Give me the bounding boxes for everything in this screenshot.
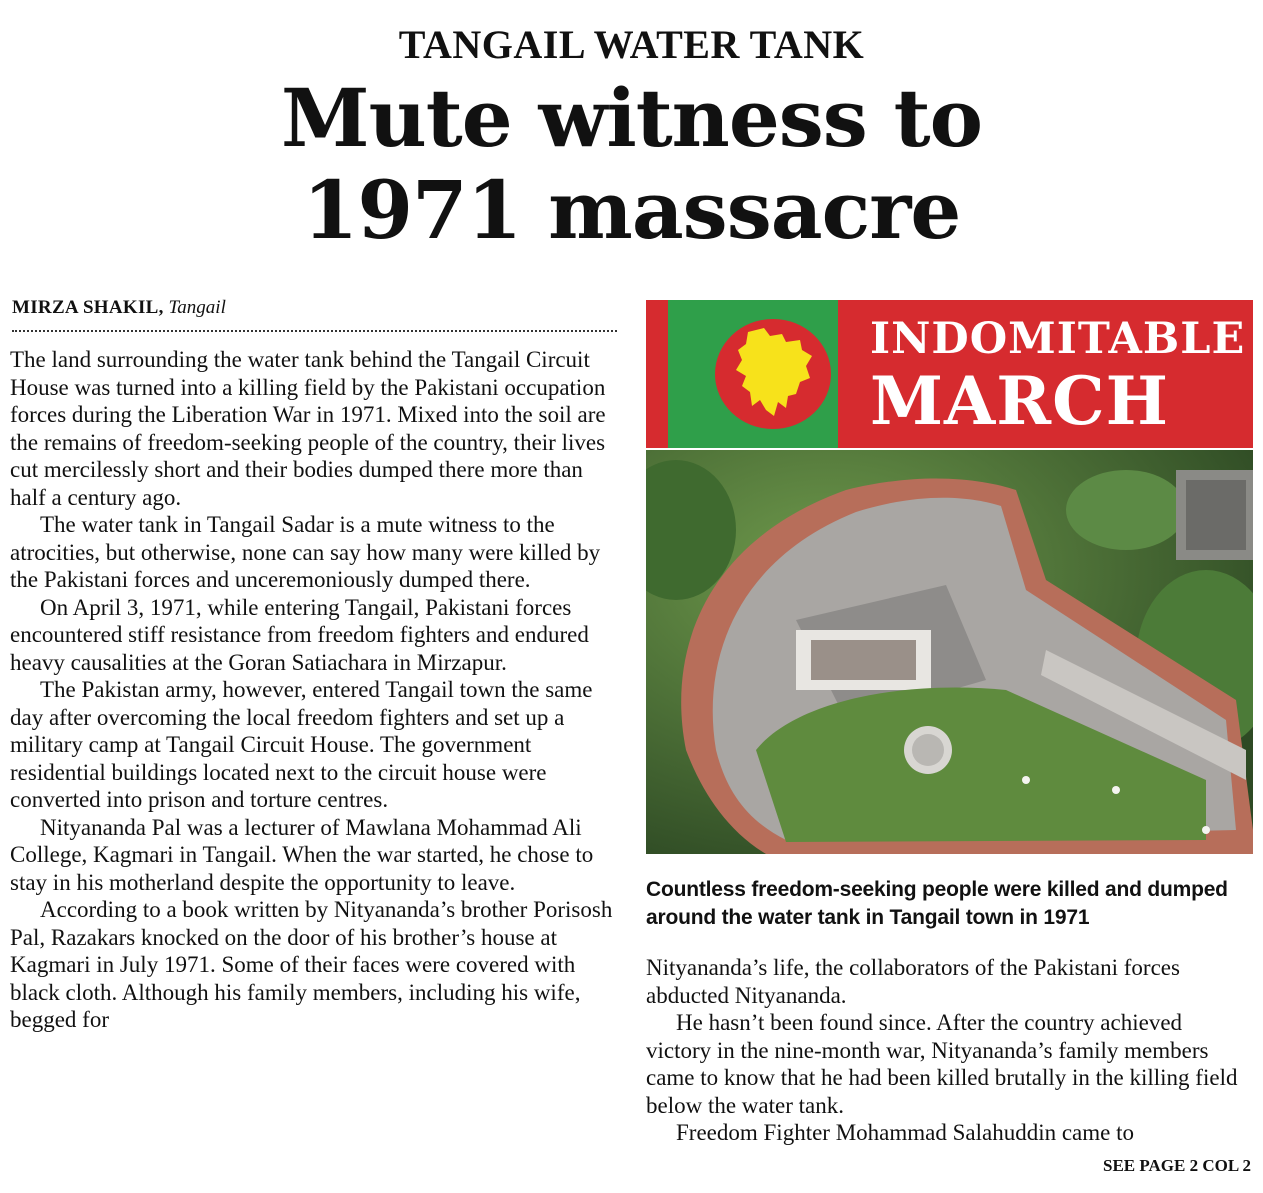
banner-title-line-2: MARCH [870, 362, 1170, 440]
article-right-column [646, 954, 1246, 1147]
paragraph: The Pakistan army, however, entered Tangail town the same day after overcoming the local freedom fighters and set up a military camp at Tangail Circuit House. The government residential buildings located next to the circuit house were converted into prison and torture centres. [10, 677, 593, 812]
continuation-note: SEE PAGE 2 COL 2 [1103, 1156, 1251, 1175]
byline-author: MIRZA SHAKIL, [12, 297, 164, 318]
paragraph: Nityananda Pal was a lecturer of Mawlana Mohammad Ali College, Kagmari in Tangail. When the war started, he chose to stay in his motherland despite the opportunity to leave. [10, 814, 594, 895]
byline [12, 296, 617, 320]
paragraph: According to a book written by Nityananda’s brother Porisosh Pal, Razakars knocked on the door of his brother’s house at Kagmari in July 1971. Some of their faces were covered with black cloth. Although his family members, including his wife, begged for [10, 897, 613, 1032]
indomitable-march-banner [646, 300, 1253, 448]
byline-divider [12, 330, 617, 332]
article-left-column [10, 346, 615, 1034]
paragraph: Nityananda’s life, the collaborators of the Pakistani forces abducted Nityananda. [646, 955, 1180, 1008]
paragraph: He hasn’t been found since. After the country achieved victory in the nine-month war, Nityananda’s family members came to know that he had been killed brutally in the killing field below the water tank. [646, 1010, 1238, 1118]
paragraph: Freedom Fighter Mohammad Salahuddin came to [676, 1120, 1134, 1145]
paragraph: The water tank in Tangail Sadar is a mute witness to the atrocities, but otherwise, none can say how many were killed by the Pakistani forces and unceremoniously dumped there. [10, 512, 601, 592]
photo-illustration [646, 450, 1253, 854]
photo-caption: Countless freedom-seeking people were killed and dumped around the water tank in Tangail town in 1971 [646, 878, 1228, 929]
paragraph: On April 3, 1971, while entering Tangail, Pakistani forces encountered stiff resistance from freedom fighters and endured heavy causalities at the Goran Satiachara in Mirzapur. [10, 594, 589, 675]
aerial-water-tank-photo [646, 450, 1253, 854]
headline-line-1: Mute witness to [281, 71, 982, 165]
byline-location: Tangail [168, 297, 226, 318]
headline [0, 72, 1263, 256]
paragraph: The land surrounding the water tank behind the Tangail Circuit House was turned into a killing field by the Pakistani occupation forces during the Liberation War in 1971. Mixed into the soil are the remains of freedom-seeking people of the country, their lives cut mercilessly short and their bodies dumped there more than half a century ago. [10, 347, 606, 510]
headline-line-2: 1971 massacre [302, 163, 961, 257]
flag-green-field [668, 300, 838, 448]
kicker: TANGAIL WATER TANK [398, 22, 865, 67]
bangladesh-map-icon [730, 326, 816, 422]
banner-title [870, 314, 1246, 440]
banner-title-line-1: INDOMITABLE [870, 314, 1246, 364]
